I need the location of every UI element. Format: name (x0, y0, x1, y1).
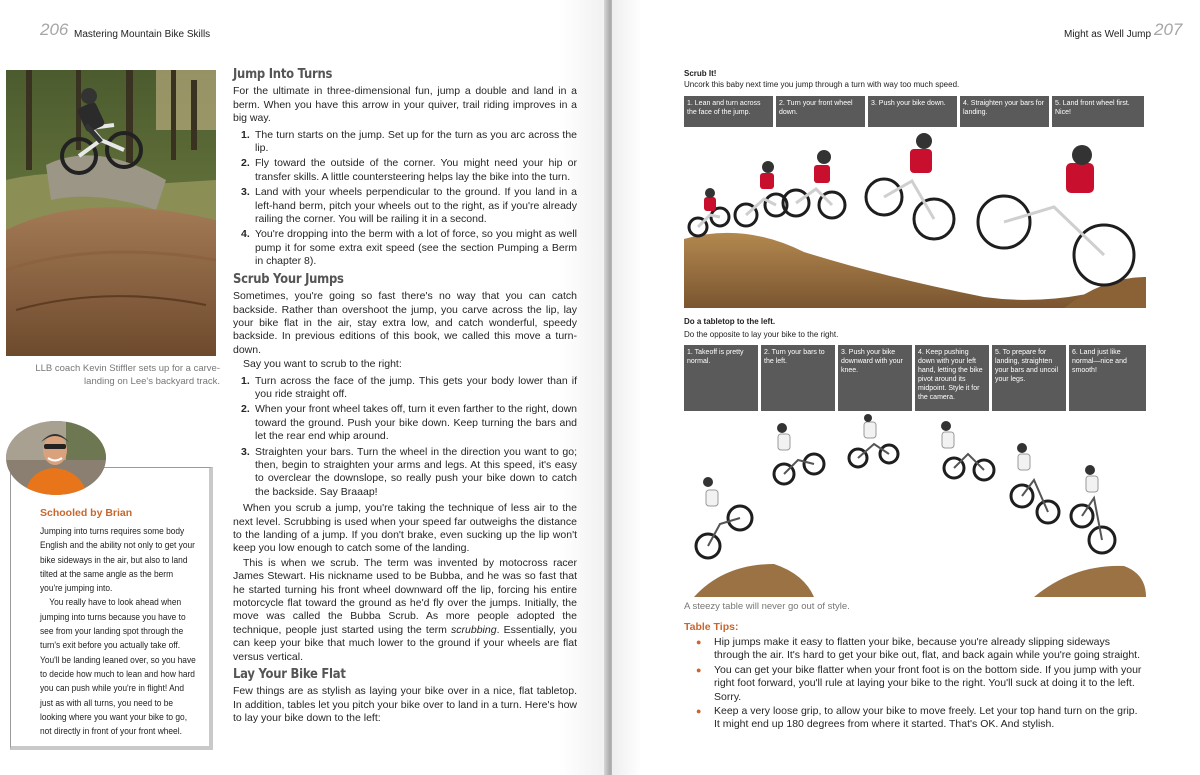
step-box: 3. Push your bike downward with your knee. (838, 345, 912, 411)
paragraph: Few things are as stylish as laying your bike over in a nice, flat tabletop. In addition, tables let you pitch your bike over to land in a turn. Here's how to lay your bike down to the left: (233, 685, 577, 725)
step-number: 2. (241, 403, 250, 416)
table-tips-list (696, 636, 1144, 733)
step-item (233, 157, 577, 184)
step-item (233, 375, 577, 402)
left-running-head: Mastering Mountain Bike Skills (74, 29, 211, 40)
table-tips-title: Table Tips: (684, 621, 739, 633)
step-text: You're dropping into the berm with a lot of force, so you might as well pump it for some extra exit speed (see the section Pumping a Berm in chapter 8). (255, 228, 577, 268)
paragraph: Say you want to scrub to the right: (243, 358, 402, 371)
list-item: ● Hip jumps make it easy to flatten your bike, because you're already slipping sideways through the air. It's hard to get your bike out, flat, and back again while you're going straight. (696, 636, 1144, 663)
step-number: 3. (241, 186, 250, 199)
paragraph: For the ultimate in three-dimensional fun, jump a double and land in a berm. When you have this arrow in your quiver, trail riding improves in a big way. (233, 85, 577, 125)
step-item (233, 403, 577, 443)
photo-caption: A steezy table will never go out of style. (684, 601, 850, 612)
step-box: 5. To prepare for landing, straighten your bars and uncoil your legs. (992, 345, 1066, 411)
photo-rider-jumping-berm (6, 70, 216, 356)
emphasis-term: scrubbing (451, 623, 497, 636)
step-item (233, 446, 577, 500)
step-number: 2. (241, 157, 250, 170)
brian-portrait-photo (6, 420, 106, 498)
step-box: 6. Land just like normal—nice and smooth! (1069, 345, 1146, 411)
jump-into-turns-steps (233, 129, 577, 269)
right-running-head: Might as Well Jump (1064, 29, 1152, 40)
right-page-number: 207 (1154, 20, 1183, 39)
scrub-steps (233, 375, 577, 500)
step-box: 2. Turn your front wheel down. (776, 96, 865, 127)
text-run: This is when we scrub. The term was invented by motocross racer James Stewart. His nickname used to be Bubba, and he was so fast that he started turning his front wheel downward off the lip, forcing his entire motorcycle flat toward the ground as he'd fly over the jumps. Initially, the move was called the Bubba Scrub. As more people adopted the technique, people just started using the term (233, 556, 577, 636)
step-box: 1. Lean and turn across the face of the jump. (684, 96, 773, 127)
left-main-column (233, 64, 577, 727)
step-text: Turn across the face of the jump. This gets your body lower than if you ride straight off. (255, 374, 577, 400)
scrub-it-subtitle: Uncork this baby next time you jump through a turn with way too much speed. (684, 80, 960, 89)
step-text: When your front wheel takes off, turn it even farther to the right, down toward the ground. Push your bike down. Keep turning the bars and let the rear end whip around. (255, 403, 577, 443)
step-box: 2. Turn your bars to the left. (761, 345, 835, 411)
step-number: 1. (241, 128, 250, 141)
step-number: 4. (241, 228, 250, 241)
step-text: Land with your wheels perpendicular to the ground. If you land in a left-hand berm, pitch your wheels out to the right, as if you're already railing the corner. You will be railing it in a second. (255, 186, 577, 226)
sidebar-paragraph: You really have to look ahead when jumping into turns because you have to see from your landing spot through the turn's exit before you actually take off. You'll be landing leaned over, so you have to decide how much to lean and how hard you can push while you're in flight! And just as with all turns, you need to be looking where you want your bike to go, not directly in front of your front wheel. (40, 597, 196, 737)
list-item: ● You can get your bike flatter when your front foot is on the bottom side. If you jump with your right foot forward, you'll rule at laying your bike to the right. You'll suck at doing it to the left. Sorry. (696, 664, 1144, 704)
text-run: . Essentially, you can keep your bike that much lower to the ground if your wheels are flat versus vertical. (233, 623, 577, 663)
step-number: 1. (241, 374, 250, 387)
step-text: The turn starts on the jump. Set up for the turn as you arc across the lip. (255, 128, 577, 155)
sidebar-title: Schooled by Brian (40, 507, 133, 519)
sidebar-paragraph: Jumping into turns requires some body English and the ability not only to get your bike sideways in the air, but also to land tilted at the same angle as the berm you're jumping into. (40, 526, 195, 594)
step-item (233, 228, 577, 268)
step-box: 1. Takeoff is pretty normal. (684, 345, 758, 411)
sidebar-body (40, 524, 196, 738)
tabletop-title: Do a tabletop to the left. (684, 317, 776, 326)
scrub-it-title: Scrub It! (684, 69, 717, 78)
photo-caption: LLB coach Kevin Stiffler sets up for a carve-landing on Lee's backyard track. (35, 363, 220, 387)
paragraph: When you scrub a jump, you're taking the technique of less air to the next level. Scrubbing is used when your speed far outweighs the distance to the landing of a jump. If you don't brake, even sucking up the lip won't keep you low enough to catch some of the landing. (233, 502, 577, 555)
step-box: 3. Push your bike down. (868, 96, 957, 127)
tabletop-step-boxes (684, 345, 1146, 411)
list-item: ● Keep a very loose grip, to allow your bike to move freely. Let your top hand turn on the grip. It might end up 180 degrees from where it started. That's OK. And stylish. (696, 705, 1144, 732)
scrub-step-boxes (684, 96, 1144, 127)
photo-scrub-sequence (684, 127, 1146, 308)
step-number: 3. (241, 445, 250, 458)
step-item (233, 129, 577, 156)
photo-tabletop-sequence (684, 414, 1146, 597)
heading-scrub-your-jumps: Scrub Your Jumps (233, 270, 344, 287)
paragraph: Sometimes, you're going so fast there's no way that you can catch backside. Rather than overshoot the jump, you carve across the lip, lay your bike flat in the air, stay extra low, and catch wonderful, speedy backside. In previous editions of this book, we called this move a turn-down. (233, 290, 577, 356)
step-box: 4. Keep pushing down with your left hand, letting the bike pivot around its midpoint. Style it for the camera. (915, 345, 989, 411)
step-box: 5. Land front wheel first. Nice! (1052, 96, 1144, 127)
left-page-number: 206 (40, 20, 69, 39)
paragraph (233, 557, 577, 664)
step-box: 4. Straighten your bars for landing. (960, 96, 1049, 127)
tabletop-subtitle: Do the opposite to lay your bike to the right. (684, 330, 839, 339)
step-text: Fly toward the outside of the corner. You might need your hip or transfer skills. A little countersteering helps lay the bike into the turn. (255, 157, 577, 183)
step-text: Straighten your bars. Turn the wheel in the direction you want to go; then, begin to straighten your arms and legs. At this speed, it's easy to overclear the downslope, so really push your bike down to catch the backside. Say Braaap! (255, 445, 577, 498)
heading-jump-into-turns: Jump Into Turns (233, 66, 333, 82)
heading-lay-your-bike-flat: Lay Your Bike Flat (233, 666, 346, 683)
step-item (233, 186, 577, 226)
